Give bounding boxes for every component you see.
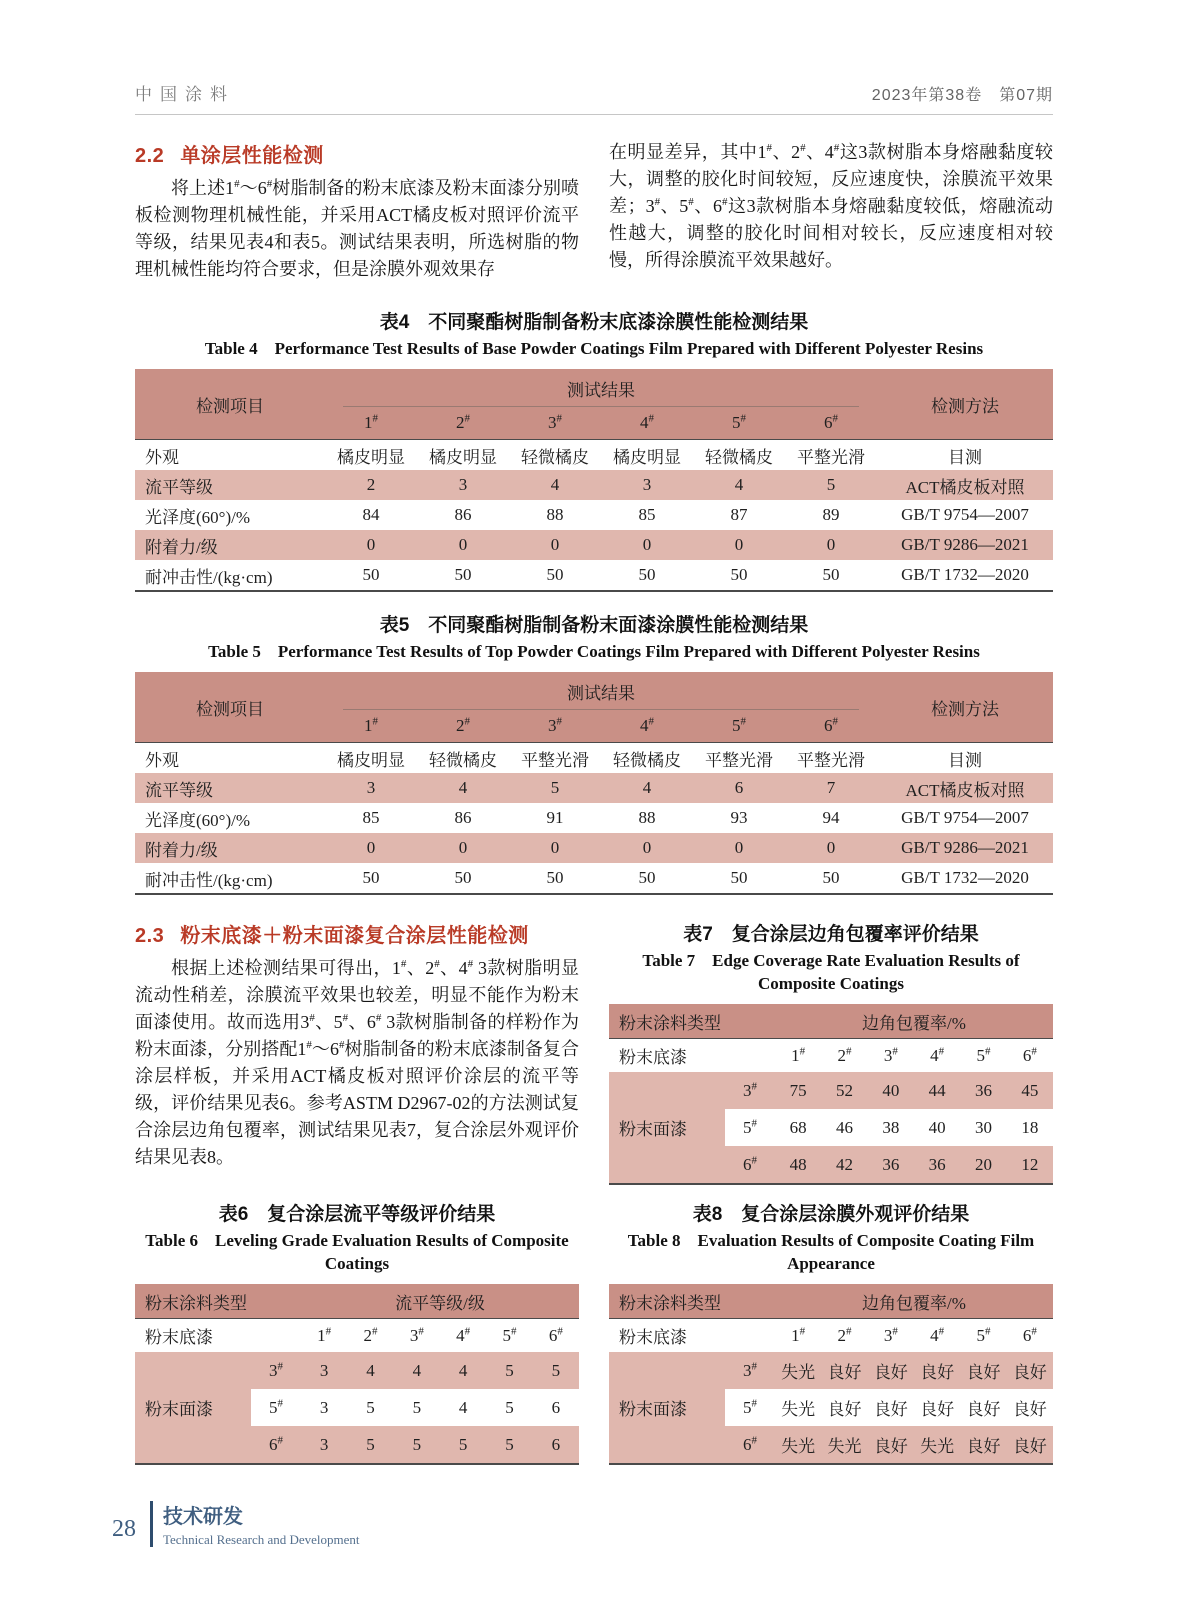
table-row xyxy=(135,743,1053,774)
column-right xyxy=(609,139,1053,283)
table-row xyxy=(135,470,1053,500)
table-header-row xyxy=(135,369,1053,407)
table-header-row xyxy=(609,1284,1053,1319)
table-row xyxy=(135,863,1053,894)
sample-id: 6# xyxy=(785,407,877,440)
table-cell: 5 xyxy=(505,1397,514,1417)
table-cell: 50 xyxy=(693,863,785,894)
column-left xyxy=(135,139,579,283)
table-cell: 84 xyxy=(362,505,380,524)
table-cell: 5 xyxy=(505,1360,514,1380)
table-cell: 良好 xyxy=(827,1400,862,1419)
method-cell: GB/T 9754—2007 xyxy=(901,505,1029,524)
col-type-header: 粉末涂料类型 xyxy=(609,1004,775,1039)
table-cell: 0 xyxy=(642,535,652,554)
table6-title-en: Table 6 Leveling Grade Evaluation Results of Composite Coatings xyxy=(145,1231,569,1273)
table-cell: 平整光滑 xyxy=(797,750,865,770)
sample-id: 6# xyxy=(785,710,877,743)
table-cell: 5 xyxy=(550,778,560,797)
table-row xyxy=(135,1352,579,1389)
table-cell: 5 xyxy=(440,1426,486,1464)
sample-id: 3# xyxy=(883,1044,898,1065)
table-cell: 6 xyxy=(551,1397,561,1417)
base-coat-row xyxy=(135,1319,579,1353)
row-label: 外观 xyxy=(145,750,179,770)
base-coat-row xyxy=(609,1039,1053,1073)
table6 xyxy=(135,1284,579,1465)
sample-id: 2# xyxy=(363,1324,378,1345)
row-id: 3# xyxy=(743,1079,757,1100)
row-label: 耐冲击性/(kg·cm) xyxy=(135,560,325,591)
table-cell: 6 xyxy=(533,1426,579,1464)
table-row xyxy=(135,500,1053,530)
table-cell: 86 xyxy=(454,505,472,524)
table-cell: 失光 xyxy=(781,1400,816,1419)
table-cell: 良好 xyxy=(827,1363,862,1382)
table-cell: 85 xyxy=(638,505,656,524)
table-cell: 4 xyxy=(412,1360,422,1380)
sample-id: 3# xyxy=(509,407,601,440)
method-cell: GB/T 9286—2021 xyxy=(901,535,1029,554)
table-row xyxy=(135,773,1053,803)
group-label: 粉末面漆 xyxy=(609,1072,725,1184)
table-cell: 50 xyxy=(509,560,601,591)
col-results-header xyxy=(325,672,877,710)
table-cell: 50 xyxy=(325,560,417,591)
sample-id: 1# xyxy=(325,710,417,743)
row-label: 光泽度(60°)/% xyxy=(145,507,251,527)
table-cell: 橘皮明显 xyxy=(613,447,681,467)
method-cell: GB/T 9286—2021 xyxy=(901,838,1029,857)
table-cell: 85 xyxy=(362,808,380,827)
row-label: 耐冲击性/(kg·cm) xyxy=(135,863,325,894)
table4 xyxy=(135,369,1053,592)
table-cell: 橘皮明显 xyxy=(429,447,497,467)
col-metric-header: 流平等级/级 xyxy=(301,1284,579,1319)
table-cell: 0 xyxy=(550,535,560,554)
table-cell: 0 xyxy=(550,838,560,857)
table5-title-en: Table 5 Performance Test Results of Top Powder Coatings Film Prepared with Different Polyester Resins xyxy=(208,642,980,661)
row-label: 外观 xyxy=(145,447,179,467)
row-id: 5# xyxy=(743,1396,757,1417)
row-id: 6# xyxy=(251,1426,301,1464)
col-metric-header: 边角包覆率/% xyxy=(775,1004,1053,1039)
sample-id: 5# xyxy=(502,1324,517,1345)
sample-id: 6# xyxy=(1022,1324,1037,1345)
results-label: 测试结果 xyxy=(343,672,859,710)
issue-info: 2023年第38卷 第07期 xyxy=(871,87,1053,104)
table-cell: 良好 xyxy=(873,1400,908,1419)
table-cell: 良好 xyxy=(966,1400,1001,1419)
table-cell: 38 xyxy=(882,1117,900,1137)
table-cell: 轻微橘皮 xyxy=(521,447,589,467)
table-cell: 50 xyxy=(785,863,877,894)
sample-id: 5# xyxy=(976,1044,991,1065)
row-label: 流平等级 xyxy=(145,477,213,497)
table-cell: 4 xyxy=(550,475,560,494)
table-header-row xyxy=(135,1284,579,1319)
base-label: 粉末底漆 xyxy=(619,1328,687,1347)
table-row xyxy=(135,440,1053,471)
table-cell: 36 xyxy=(914,1146,960,1184)
row-id: 6# xyxy=(725,1146,775,1184)
sample-id: 4# xyxy=(601,407,693,440)
table-cell: 0 xyxy=(826,838,836,857)
paragraph: 在明显差异，其中1#、2#、4#这3款树脂本身熔融黏度较大，调整的胶化时间较短，反应速度快，涂膜流平效果差；3#、5#、6#这3款树脂本身熔融黏度较低，熔融流动性越大，调整的胶化时间相对较长，反应速度相对较慢，所得涂膜流平效果越好。 xyxy=(609,142,1054,270)
row-id: 3# xyxy=(743,1359,757,1380)
table-cell: 50 xyxy=(509,863,601,894)
table-cell: 46 xyxy=(835,1117,853,1137)
group-label: 粉末面漆 xyxy=(609,1352,725,1464)
table-cell: 6 xyxy=(734,778,744,797)
table-cell: 89 xyxy=(822,505,840,524)
sample-id: 6# xyxy=(1022,1044,1037,1065)
table7 xyxy=(609,1004,1053,1185)
table-cell: 0 xyxy=(366,535,376,554)
table-cell: 40 xyxy=(882,1080,900,1100)
column-left xyxy=(135,919,579,1171)
row-id: 3# xyxy=(269,1359,283,1380)
table-cell: 50 xyxy=(785,560,877,591)
table-cell: 4 xyxy=(642,778,652,797)
table-header-row xyxy=(609,1004,1053,1039)
table-cell: 4 xyxy=(458,778,468,797)
table-cell: 良好 xyxy=(1012,1363,1047,1382)
col-type-header: 粉末涂料类型 xyxy=(135,1284,301,1319)
method-cell: ACT橘皮板对照 xyxy=(905,780,1025,800)
method-cell: GB/T 1732—2020 xyxy=(877,560,1053,591)
table-cell: 5 xyxy=(347,1426,393,1464)
table-cell: 50 xyxy=(417,560,509,591)
table-cell: 失光 xyxy=(821,1426,867,1464)
table-cell: 良好 xyxy=(960,1426,1006,1464)
table4-title-en: Table 4 Performance Test Results of Base Powder Coatings Film Prepared with Different Polyester Resins xyxy=(204,339,984,358)
section-2-2 xyxy=(135,139,1053,283)
table-cell: 3 xyxy=(642,475,652,494)
results-label: 测试结果 xyxy=(343,369,859,407)
table-cell: 94 xyxy=(822,808,840,827)
table-header-row xyxy=(135,672,1053,710)
table-row xyxy=(609,1352,1053,1389)
table-cell: 48 xyxy=(775,1146,821,1184)
table-cell: 平整光滑 xyxy=(521,750,589,770)
sample-id: 4# xyxy=(930,1324,945,1345)
sample-id: 5# xyxy=(693,407,785,440)
table-cell: 2 xyxy=(366,475,376,494)
table-cell: 91 xyxy=(546,808,564,827)
table-cell: 50 xyxy=(325,863,417,894)
section-number: 2.2 xyxy=(135,145,165,167)
method-cell: ACT橘皮板对照 xyxy=(905,477,1025,497)
col-item-header: 检测项目 xyxy=(135,369,325,440)
table-cell: 4 xyxy=(366,1360,375,1380)
table-cell: 45 xyxy=(1021,1080,1039,1100)
table7-title-cn: 表7 复合涂层边角包覆率评价结果 xyxy=(683,924,979,945)
table-cell: 5 xyxy=(826,475,836,494)
table-cell: 5 xyxy=(551,1360,561,1380)
table5-section xyxy=(135,610,1053,895)
table-row xyxy=(135,560,1053,591)
table-cell: 93 xyxy=(730,808,748,827)
table8 xyxy=(609,1284,1053,1465)
table8-title-en: Table 8 Evaluation Results of Composite Coating Film Appearance xyxy=(627,1231,1035,1273)
table-cell: 0 xyxy=(826,535,836,554)
sample-id: 4# xyxy=(930,1044,945,1065)
table-cell: 50 xyxy=(693,560,785,591)
table-cell: 良好 xyxy=(920,1400,955,1419)
sample-id: 2# xyxy=(417,407,509,440)
table6-title-cn: 表6 复合涂层流平等级评价结果 xyxy=(218,1204,496,1225)
sample-id: 4# xyxy=(456,1324,471,1345)
table4-title-cn: 表4 不同聚酯树脂制备粉末底漆涂膜性能检测结果 xyxy=(379,312,809,333)
base-coat-row xyxy=(609,1319,1053,1353)
table-cell: 36 xyxy=(868,1146,914,1184)
table-cell: 36 xyxy=(974,1080,992,1100)
sample-id: 6# xyxy=(548,1324,563,1345)
table-cell: 68 xyxy=(789,1117,807,1137)
table-cell: 轻微橘皮 xyxy=(705,447,773,467)
table-cell: 50 xyxy=(601,560,693,591)
table-cell: 44 xyxy=(928,1080,946,1100)
col-method-header: 检测方法 xyxy=(877,369,1053,440)
row-label: 光泽度(60°)/% xyxy=(145,810,251,830)
col-results-header xyxy=(325,369,877,407)
table-cell: 3 xyxy=(301,1426,347,1464)
table-cell: 平整光滑 xyxy=(705,750,773,770)
table-cell: 0 xyxy=(642,838,652,857)
table-cell: 4 xyxy=(458,1397,468,1417)
sample-id: 3# xyxy=(409,1324,424,1345)
table8-section xyxy=(609,1199,1053,1465)
section-title: 粉末底漆＋粉末面漆复合涂层性能检测 xyxy=(180,925,529,947)
table-cell: 5 xyxy=(394,1426,440,1464)
table-cell: 50 xyxy=(601,863,693,894)
sample-id: 1# xyxy=(791,1324,806,1345)
col-item-header: 检测项目 xyxy=(135,672,325,743)
table-cell: 12 xyxy=(1007,1146,1053,1184)
sample-id: 2# xyxy=(837,1044,852,1065)
table-cell: 轻微橘皮 xyxy=(613,750,681,770)
paragraph: 将上述1#～6#树脂制备的粉末底漆及粉末面漆分别喷板检测物理机械性能，并采用ACT橘皮板对照评价流平等级，结果见表4和表5。测试结果表明，所选树脂的物理机械性能均符合要求，但是涂膜外观效果存 xyxy=(135,178,580,279)
sample-id: 2# xyxy=(417,710,509,743)
paragraph: 根据上述检测结果可得出，1#、2#、4# 3款树脂明显流动性稍差，涂膜流平效果也较差，明显不能作为粉末面漆使用。故而选用3#、5#、6# 3款树脂制备的样粉作为粉末面漆，分别搭配1#～6#树脂制备的粉末底漆制备复合涂层样板，并采用ACT橘皮板对照评价涂层的流平等级，评价结果见表6。参考ASTM D2967-02的方法测试复合涂层边角包覆率，测试结果见表7，复合涂层外观评价结果见表8。 xyxy=(135,958,580,1167)
group-label: 粉末面漆 xyxy=(135,1352,251,1464)
table-cell: 7 xyxy=(826,778,836,797)
section-title: 单涂层性能检测 xyxy=(180,145,324,167)
table-cell: 42 xyxy=(821,1146,867,1184)
sample-id: 5# xyxy=(693,710,785,743)
footer-divider xyxy=(150,1501,153,1547)
row-id: 5# xyxy=(269,1396,283,1417)
table-cell: 橘皮明显 xyxy=(337,447,405,467)
row-label: 流平等级 xyxy=(145,780,213,800)
col-method-header: 检测方法 xyxy=(877,672,1053,743)
table-cell: 4 xyxy=(458,1360,468,1380)
table-row xyxy=(135,833,1053,863)
base-label: 粉末底漆 xyxy=(145,1328,213,1347)
table5-title-cn: 表5 不同聚酯树脂制备粉末面漆涂膜性能检测结果 xyxy=(379,615,809,636)
table-cell: 失光 xyxy=(914,1426,960,1464)
footer-section xyxy=(163,1500,360,1548)
table-cell: 失光 xyxy=(781,1363,816,1382)
table-cell: 橘皮明显 xyxy=(337,750,405,770)
table5 xyxy=(135,672,1053,895)
table-cell: 0 xyxy=(458,535,468,554)
section-2-3-heading xyxy=(135,919,579,948)
sample-id: 3# xyxy=(509,710,601,743)
table-cell: 3 xyxy=(458,475,468,494)
table-cell: 20 xyxy=(960,1146,1006,1184)
table4-section xyxy=(135,307,1053,592)
footer-section-cn: 技术研发 xyxy=(163,1506,243,1528)
col-type-header: 粉末涂料类型 xyxy=(609,1284,775,1319)
table-cell: 86 xyxy=(454,808,472,827)
footer-section-en: Technical Research and Development xyxy=(163,1532,360,1547)
table-cell: 4 xyxy=(734,475,744,494)
sample-id: 5# xyxy=(976,1324,991,1345)
sample-id: 4# xyxy=(601,710,693,743)
row-id: 5# xyxy=(743,1116,757,1137)
table-cell: 40 xyxy=(928,1117,946,1137)
table-cell: 失光 xyxy=(775,1426,821,1464)
page-footer xyxy=(112,1500,360,1548)
page-number: 28 xyxy=(112,1515,136,1542)
base-label: 粉末底漆 xyxy=(619,1048,687,1067)
table-cell: 30 xyxy=(974,1117,992,1137)
sample-id: 3# xyxy=(883,1324,898,1345)
section-2-2-heading xyxy=(135,139,579,168)
table-cell: 良好 xyxy=(1012,1400,1047,1419)
sample-id: 1# xyxy=(791,1044,806,1065)
table6-section xyxy=(135,1199,579,1465)
table-cell: 良好 xyxy=(1007,1426,1053,1464)
method-cell: GB/T 1732—2020 xyxy=(877,863,1053,894)
table-cell: 3 xyxy=(319,1360,329,1380)
table-cell: 轻微橘皮 xyxy=(429,750,497,770)
table-cell: 0 xyxy=(734,838,744,857)
page-header xyxy=(135,80,1053,115)
row-label: 附着力/级 xyxy=(145,537,218,557)
table-cell: 平整光滑 xyxy=(797,447,865,467)
table-row xyxy=(609,1072,1053,1109)
table8-title-cn: 表8 复合涂层涂膜外观评价结果 xyxy=(692,1204,970,1225)
table-cell: 52 xyxy=(835,1080,853,1100)
sample-id: 1# xyxy=(317,1324,332,1345)
table-cell: 88 xyxy=(638,808,656,827)
table-cell: 0 xyxy=(366,838,376,857)
method-cell: 目测 xyxy=(948,750,982,770)
table-cell: 5 xyxy=(412,1397,422,1417)
method-cell: GB/T 9754—2007 xyxy=(901,808,1029,827)
journal-name: 中国涂料 xyxy=(135,85,235,104)
method-cell: 目测 xyxy=(948,447,982,467)
sample-id: 1# xyxy=(325,407,417,440)
table-cell: 5 xyxy=(486,1426,532,1464)
table-cell: 3 xyxy=(319,1397,329,1417)
row-id: 6# xyxy=(725,1426,775,1464)
col-metric-header: 边角包覆率/% xyxy=(775,1284,1053,1319)
table-row xyxy=(135,530,1053,560)
table-cell: 3 xyxy=(366,778,376,797)
section-number: 2.3 xyxy=(135,925,165,947)
table-cell: 50 xyxy=(417,863,509,894)
table-cell: 5 xyxy=(366,1397,375,1417)
table-cell: 0 xyxy=(734,535,744,554)
section-2-3 xyxy=(135,919,1053,1185)
table-cell: 75 xyxy=(789,1080,807,1100)
table-cell: 0 xyxy=(458,838,468,857)
table-cell: 18 xyxy=(1021,1117,1039,1137)
table-cell: 良好 xyxy=(873,1363,908,1382)
table-cell: 良好 xyxy=(966,1363,1001,1382)
table-cell: 88 xyxy=(546,505,564,524)
table-cell: 良好 xyxy=(920,1363,955,1382)
table-cell: 良好 xyxy=(868,1426,914,1464)
table-row xyxy=(135,803,1053,833)
sample-id: 2# xyxy=(837,1324,852,1345)
row-label: 附着力/级 xyxy=(145,840,218,860)
table7-section xyxy=(609,919,1053,1185)
table-cell: 87 xyxy=(730,505,748,524)
bottom-tables xyxy=(135,1199,1053,1465)
table7-title-en: Table 7 Edge Coverage Rate Evaluation Results of Composite Coatings xyxy=(642,951,1020,993)
